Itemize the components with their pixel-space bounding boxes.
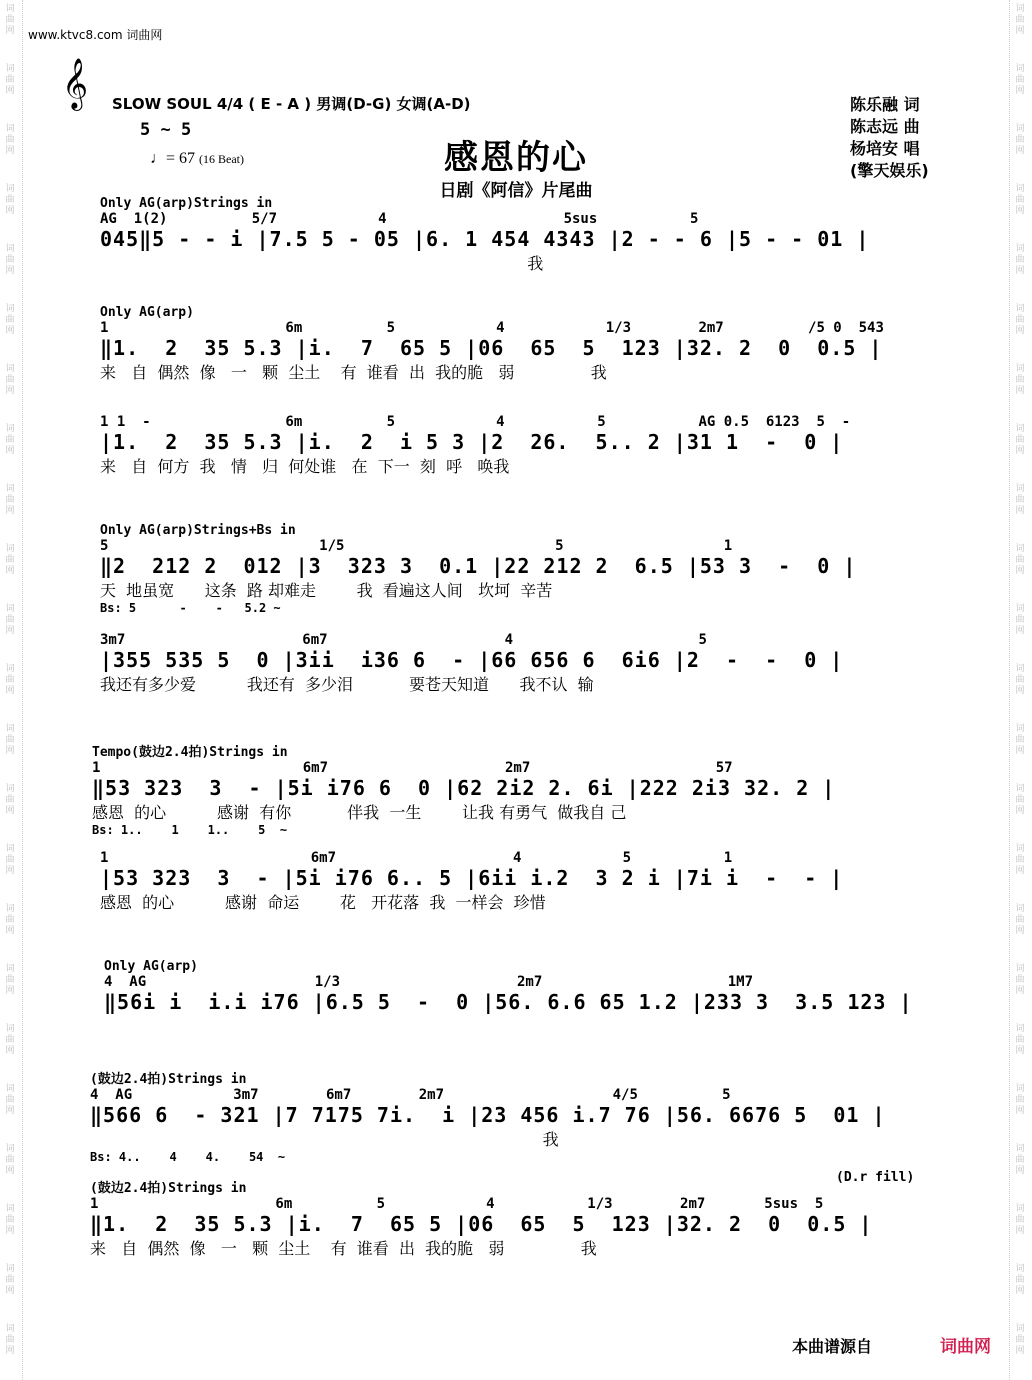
row-lyrics: 我	[90, 1130, 559, 1149]
row-chords: 3m7 6m7 4 5	[100, 632, 707, 648]
watermark-text: 词曲网	[5, 1264, 15, 1296]
tempo-value: ♩= 67	[150, 150, 196, 167]
row-bass: Bs: 4.. 4 4. 54 ~	[90, 1150, 286, 1164]
row-chords: 1 6m 5 4 1/3 2m7 /5 0 543	[100, 320, 884, 336]
row-chords: 4 AG 1/3 2m7 1M7	[104, 974, 754, 990]
score-row	[100, 196, 869, 274]
row-chords: 4 AG 3m7 6m7 2m7 4/5 5	[90, 1087, 731, 1103]
watermark-text: 词曲网	[5, 1084, 15, 1116]
watermark-text: 词曲网	[1015, 904, 1025, 936]
watermark-text: 词曲网	[5, 484, 15, 516]
row-lyrics: 我还有多少爱 我还有 多少泪 要苍天知道 我不认 输	[100, 675, 594, 694]
score-row	[100, 850, 843, 913]
watermark-text: 词曲网	[1015, 304, 1025, 336]
row-lyrics: 感恩 的心 感谢 有你 伴我 一生 让我 有勇气 做我自 己	[92, 803, 627, 822]
watermark-text: 词曲网	[1015, 184, 1025, 216]
row-instrumentation: (鼓边2.4拍)Strings in	[90, 1072, 247, 1087]
score-row	[100, 414, 850, 477]
score-row	[100, 632, 843, 695]
row-notes: |53 323 3 - |5i i76 6.. 5 |6ii i.2 3 2 i |7i i - - |	[100, 866, 844, 890]
score-row	[90, 1177, 872, 1259]
treble-clef-icon: 𝄞	[62, 58, 89, 109]
row-notes: ‖56i i i.i i76 |6.5 5 - 0 |56. 6.6 65 1.2 |233 3 3.5 123 |	[104, 990, 913, 1014]
score-row	[92, 741, 835, 837]
site-url[interactable]: www.ktvc8.com 词曲网	[28, 28, 163, 42]
row-chords: 1 6m 5 4 1/3 2m7 5sus 5	[90, 1196, 824, 1212]
source-footer: 本曲谱源自	[792, 1337, 873, 1356]
row-notes: ‖566 6 - 321 |7 7175 7i. i |23 456 i.7 76 |56. 6676 5 01 |	[90, 1103, 886, 1127]
watermark-text: 词曲网	[5, 364, 15, 396]
watermark-text: 词曲网	[1015, 724, 1025, 756]
singer: 杨培安 唱	[850, 139, 920, 158]
tempo-note: (16 Beat)	[199, 152, 245, 166]
watermark-text: 词曲网	[1015, 484, 1025, 516]
lyricist: 陈乐融 词	[850, 95, 920, 114]
watermark-text: 词曲网	[5, 904, 15, 936]
watermark-text: 词曲网	[5, 964, 15, 996]
style-key-line: SLOW SOUL 4/4 ( E - A ) 男调(D-G) 女调(A-D)	[112, 95, 471, 113]
row-chords: 1 6m7 2m7 57	[92, 760, 733, 776]
watermark-text: 词曲网	[5, 124, 15, 156]
row-instrumentation: Only AG(arp)Strings in	[100, 196, 273, 211]
score-row	[100, 305, 884, 383]
row-lyrics: 天 地虽宽 这条 路 却难走 我 看遍这人间 坎坷 辛苦	[100, 581, 553, 600]
row-notes: ‖1. 2 35 5.3 |i. 7 65 5 |06 65 5 123 |32. 2 0 0.5 |	[90, 1212, 873, 1236]
watermark-text: 词曲网	[5, 424, 15, 456]
watermark-text: 词曲网	[1015, 424, 1025, 456]
watermark-text: 词曲网	[1015, 1264, 1025, 1296]
score-row	[100, 523, 856, 615]
watermark-text: 词曲网	[1015, 124, 1025, 156]
composer: 陈志远 曲	[850, 117, 920, 136]
row-chords: 1 1 - 6m 5 4 5 AG 0.5 6123 5 -	[100, 414, 851, 430]
watermark-text: 词曲网	[1015, 4, 1025, 36]
row-bass: Bs: 1.. 1 1.. 5 ~	[92, 823, 288, 837]
row-instrumentation: Only AG(arp)	[100, 305, 194, 320]
watermark-text: 词曲网	[1015, 844, 1025, 876]
row-instrumentation: Only AG(arp)Strings+Bs in	[100, 523, 296, 538]
row-notes: ‖2 212 2 012 |3 323 3 0.1 |22 212 2 6.5 |53 3 - 0 |	[100, 554, 857, 578]
row-notes: ‖53 323 3 - |5i i76 6 0 |62 2i2 2. 6i |222 2i3 32. 2 |	[92, 776, 836, 800]
watermark-text: 词曲网	[1015, 964, 1025, 996]
watermark-text: 词曲网	[5, 724, 15, 756]
watermark-text: 词曲网	[5, 1144, 15, 1176]
drum-fill-mark: (D.r fill)	[836, 1170, 915, 1185]
watermark-text: 词曲网	[1015, 604, 1025, 636]
watermark-text: 词曲网	[1015, 664, 1025, 696]
watermark-text: 词曲网	[1015, 64, 1025, 96]
row-lyrics: 我	[100, 254, 544, 273]
watermark-text: 词曲网	[1015, 1324, 1025, 1356]
row-lyrics: 感恩 的心 感谢 命运 花 开花落 我 一样会 珍惜	[100, 893, 546, 912]
watermark-text: 词曲网	[5, 1324, 15, 1356]
credits	[850, 94, 929, 182]
row-instrumentation: (鼓边2.4拍)Strings in	[90, 1181, 247, 1196]
row-chords: 5 1/5 5 1	[100, 538, 733, 554]
row-notes: |355 535 5 0 |3ii i36 6 - |66 656 6 6i6 |2 - - 0 |	[100, 648, 844, 672]
watermark-text: 词曲网	[5, 304, 15, 336]
row-lyrics: 来 自 偶然 像 一 颗 尘土 有 谁看 出 我的脆 弱 我	[100, 363, 607, 382]
watermark-text: 词曲网	[1015, 364, 1025, 396]
watermark-text: 词曲网	[5, 184, 15, 216]
watermark-text: 词曲网	[1015, 1204, 1025, 1236]
label: (擎天娱乐)	[850, 161, 929, 180]
watermark-text: 词曲网	[5, 1024, 15, 1056]
watermark-text: 词曲网	[1015, 784, 1025, 816]
row-lyrics: 来 自 偶然 像 一 颗 尘土 有 谁看 出 我的脆 弱 我	[90, 1239, 597, 1258]
watermark-text: 词曲网	[5, 4, 15, 36]
song-subtitle: 日剧《阿信》片尾曲	[439, 181, 593, 201]
watermark-text: 词曲网	[5, 844, 15, 876]
watermark-text: 词曲网	[5, 784, 15, 816]
watermark-text: 词曲网	[1015, 1084, 1025, 1116]
watermark-text: 词曲网	[1015, 1024, 1025, 1056]
right-watermark-strip	[1009, 0, 1032, 1380]
watermark-text: 词曲网	[5, 64, 15, 96]
watermark-text: 词曲网	[5, 244, 15, 276]
watermark-text: 词曲网	[5, 604, 15, 636]
vocal-range: 5 ~ 5	[140, 120, 192, 140]
watermark-text: 词曲网	[1015, 544, 1025, 576]
site-logo[interactable]: 词曲网	[940, 1337, 991, 1357]
watermark-text: 词曲网	[1015, 244, 1025, 276]
song-title: 感恩的心	[444, 138, 588, 178]
watermark-text: 词曲网	[5, 1204, 15, 1236]
row-lyrics: 来 自 何方 我 情 归 何处谁 在 下一 刻 呼 唤我	[100, 457, 510, 476]
row-chords: AG 1(2) 5/7 4 5sus 5	[100, 211, 699, 227]
row-notes: 045‖5 - - i |7.5 5 - 05 |6. 1 454 4343 |2 - - 6 |5 - - 01 |	[100, 227, 870, 251]
score-row	[90, 1068, 886, 1164]
watermark-text: 词曲网	[1015, 1144, 1025, 1176]
row-notes: ‖1. 2 35 5.3 |i. 7 65 5 |06 65 5 123 |32. 2 0 0.5 |	[100, 336, 883, 360]
score-row	[104, 959, 913, 1014]
row-bass: Bs: 5 - - 5.2 ~	[100, 601, 281, 615]
watermark-text: 词曲网	[5, 664, 15, 696]
watermark-text: 词曲网	[5, 544, 15, 576]
row-instrumentation: Only AG(arp)	[104, 959, 198, 974]
row-chords: 1 6m7 4 5 1	[100, 850, 733, 866]
left-watermark-strip	[0, 0, 23, 1380]
row-instrumentation: Tempo(鼓边2.4拍)Strings in	[92, 745, 288, 760]
row-notes: |1. 2 35 5.3 |i. 2 i 5 3 |2 26. 5.. 2 |31 1 - 0 |	[100, 430, 844, 454]
